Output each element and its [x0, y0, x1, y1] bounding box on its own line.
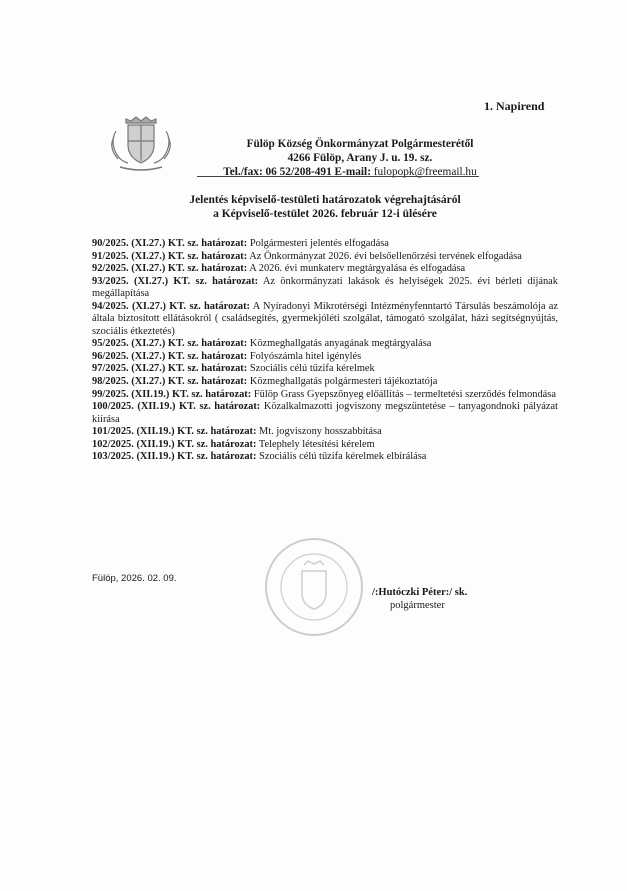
resolution-number: 90/2025. (XI.27.) KT. sz.	[92, 238, 199, 249]
resolution-subject: A Nyíradonyi Mikrotérségi Intézményfenntartó Társulás beszámolója az általa biztosított ellátásokról ( családsegítés, gyermekjóléti szolgálat, támogató szolgálat, házi segítségnyújtás, szociális étkeztetés)	[92, 300, 558, 337]
resolution-label: határozat:	[210, 451, 257, 463]
resolution-subject: Közalkalmazotti jogviszony megszüntetése – tanyagondnoki pályázat kiírása	[92, 401, 558, 425]
resolution-label: határozat:	[201, 363, 248, 375]
resolution-number: 99/2025. (XII.19.) KT. sz.	[92, 388, 203, 400]
resolution-subject: Folyószámla hitel igénylés	[249, 350, 362, 362]
resolution-number: 92/2025. (XI.27.) KT. sz.	[92, 263, 199, 275]
official-stamp-icon	[262, 535, 366, 639]
resolution-number: 103/2025. (XII.19.) KT. sz.	[92, 451, 208, 463]
letterhead-address: 4266 Fülöp, Arany J. u. 19. sz.	[287, 152, 433, 164]
resolution-item	[92, 439, 558, 451]
resolution-item	[92, 389, 558, 401]
letterhead-issuer: Fülöp Község Önkormányzat Polgármesterétől	[246, 138, 474, 150]
resolution-subject: Telephely létesítési kérelem	[258, 438, 375, 450]
resolution-list	[92, 238, 558, 464]
resolution-item	[92, 301, 558, 338]
title-line-2: a Képviselő-testület 2026. február 12-i ülésére	[213, 208, 437, 220]
signer-name: /:Hutóczki Péter:/ sk.	[372, 587, 468, 598]
resolution-number: 98/2025. (XI.27.) KT. sz.	[92, 375, 199, 387]
resolution-item	[92, 251, 558, 263]
resolution-subject: Az önkormányzati lakások és helyiségek 2025. évi bérleti díjának megállapítása	[92, 275, 558, 300]
resolution-subject: Polgármesteri jelentés elfogadása	[249, 238, 389, 249]
resolution-item	[92, 401, 558, 426]
agenda-label: 1. Napirend	[484, 99, 545, 113]
resolution-subject: Az Önkormányzat 2026. évi belsőellenőrzési tervének elfogadása	[249, 250, 522, 262]
title-line-1: Jelentés képviselő-testületi határozatok végrehajtásáról	[189, 194, 461, 206]
resolution-number: 101/2025. (XII.19.) KT. sz.	[92, 426, 208, 438]
resolution-number: 96/2025. (XI.27.) KT. sz.	[92, 350, 199, 362]
resolution-item	[92, 351, 558, 363]
resolution-item	[92, 338, 558, 350]
place-date: Fülöp, 2026. 02. 09.	[92, 573, 177, 584]
resolution-label: határozat:	[210, 438, 257, 450]
resolution-label: határozat:	[201, 263, 248, 275]
email-link[interactable]: fulopopk@freemail.hu	[373, 166, 477, 178]
signer-title: polgármester	[390, 600, 445, 611]
resolution-subject: Közmeghallgatás anyagának megtárgyalása	[249, 338, 432, 350]
resolution-label: határozat:	[201, 375, 248, 387]
header-divider	[197, 176, 479, 177]
resolution-subject: A 2026. évi munkaterv megtárgyalása és elfogadása	[249, 263, 466, 275]
resolution-subject: Mt. jogviszony hosszabbítása	[259, 426, 382, 438]
resolution-label: határozat:	[201, 338, 248, 350]
coat-of-arms-icon	[106, 111, 176, 173]
resolution-item	[92, 376, 558, 388]
resolution-number: 100/2025. (XII.19.) KT. sz.	[92, 401, 211, 413]
resolution-label: határozat:	[214, 401, 261, 413]
resolution-label: határozat:	[210, 426, 257, 438]
resolution-item	[92, 263, 558, 275]
letterhead	[190, 137, 530, 179]
resolution-label: határozat:	[201, 250, 248, 262]
resolution-item	[92, 426, 558, 438]
resolution-subject: Szociális célú tűzifa kérelmek elbírálása	[259, 451, 427, 463]
resolution-number: 91/2025. (XI.27.) KT. sz.	[92, 250, 199, 262]
resolution-subject: Közmeghallgatás polgármesteri tájékoztatója	[249, 375, 438, 387]
resolution-item	[92, 451, 558, 463]
resolution-number: 95/2025. (XI.27.) KT. sz.	[92, 338, 199, 350]
resolution-item	[92, 276, 558, 301]
resolution-item	[92, 238, 558, 250]
resolution-label: határozat:	[204, 300, 250, 312]
resolution-number: 94/2025. (XI.27.) KT. sz.	[92, 300, 201, 312]
resolution-item	[92, 363, 558, 375]
resolution-number: 102/2025. (XII.19.) KT. sz.	[92, 438, 208, 450]
resolution-number: 97/2025. (XI.27.) KT. sz.	[92, 363, 199, 375]
resolution-subject: Szociális célú tűzifa kérelmek	[249, 363, 375, 375]
document-title	[180, 193, 470, 221]
resolution-label: határozat:	[201, 350, 248, 362]
letterhead-phone: Tel./fax: 06 52/208-491 E-mail:	[223, 166, 374, 178]
resolution-label: határozat:	[212, 275, 259, 287]
resolution-label: határozat:	[205, 388, 252, 400]
resolution-subject: Fülöp Grass Gyepszőnyeg előállítás – termeltetési szerződés felmondása	[253, 388, 556, 400]
resolution-number: 93/2025. (XI.27.) KT. sz.	[92, 275, 207, 287]
resolution-label: határozat:	[201, 238, 248, 249]
